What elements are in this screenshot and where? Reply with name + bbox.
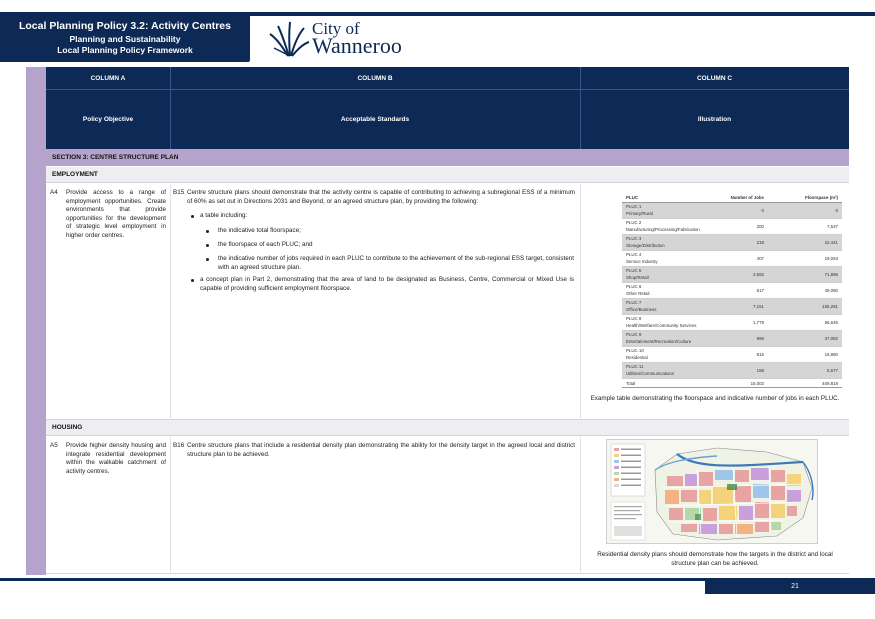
logo-city-text: City of — [312, 19, 360, 38]
sub-bullet-jobs: the indicative number of jobs required in each PLUC to contribute to the achievement of the sub-regional ESS target, consistent with an agreed structure plan. — [218, 255, 574, 271]
residential-density-map — [606, 439, 818, 544]
header-rule — [250, 12, 875, 16]
pluc-floorspace: 0 — [835, 208, 838, 213]
pluc-name: Service Industry — [626, 259, 658, 264]
standard-code-b16: B16 — [173, 442, 185, 449]
standard-b15-text: Centre structure plans should demonstrate that the activity centre is capable of contributing to achieving a subregional ESS of a minimum of 60% as set out in Directions 2031 and Beyond, or an agreed structure plan, by providing the following: — [187, 189, 575, 205]
policy-objective-header: Policy Objective — [82, 116, 134, 123]
acceptable-standards-header: Acceptable Standards — [340, 116, 410, 123]
pluc-row — [622, 267, 842, 283]
density-map-caption: Residential density plans should demonstrate how the targets in the district and local structure plan can be achieved. — [597, 551, 833, 567]
pluc-name: Other Retail — [626, 291, 650, 296]
column-divider — [580, 437, 581, 574]
pluc-floorspace: 22,441 — [824, 240, 838, 245]
column-divider — [170, 184, 171, 420]
objective-code-a5: A5 — [50, 442, 58, 449]
pluc-code: PLUC 10 — [626, 348, 644, 353]
pluc-jobs: 218 — [756, 240, 764, 245]
pluc-floorspace: 19,053 — [824, 256, 838, 261]
pluc-floorspace: 37,082 — [824, 336, 838, 341]
bullet-icon — [191, 215, 194, 218]
pluc-row — [622, 347, 842, 363]
pluc-jobs: 816 — [756, 352, 764, 357]
pluc-row — [622, 299, 842, 315]
column-divider — [170, 90, 171, 149]
document-subtitle: Planning and Sustainability — [69, 34, 181, 44]
pluc-row — [622, 283, 842, 299]
pluc-jobs: 0 — [761, 208, 764, 213]
table-header-descriptions — [46, 89, 849, 149]
total-jobs: 15,002 — [750, 381, 764, 386]
column-divider — [580, 184, 581, 420]
map-legend — [611, 444, 645, 496]
pluc-jobs: 617 — [756, 288, 764, 293]
pluc-code: PLUC 9 — [626, 332, 642, 337]
pluc-row — [622, 331, 842, 347]
bullet-icon — [206, 244, 209, 247]
column-divider — [580, 67, 581, 89]
pluc-code: PLUC 4 — [626, 252, 642, 257]
page-header — [0, 12, 875, 62]
pluc-row — [622, 219, 842, 235]
column-b-header: COLUMN B — [357, 74, 393, 82]
pluc-code: PLUC 6 — [626, 284, 642, 289]
density-map-image — [607, 440, 818, 544]
pluc-example-table — [622, 193, 842, 389]
section-heading: SECTION 3: CENTRE STRUCTURE PLAN — [46, 149, 849, 166]
pluc-floorspace: 155,281 — [822, 304, 838, 309]
pluc-row — [622, 251, 842, 267]
table-header-columns — [46, 67, 849, 89]
objective-code-a4: A4 — [50, 189, 58, 196]
employment-heading: EMPLOYMENT — [46, 167, 849, 183]
bullet-icon — [191, 279, 194, 282]
pluc-jobs: 407 — [756, 256, 764, 261]
total-label: Total — [626, 381, 636, 386]
pluc-name: Shop/Retail — [626, 275, 649, 280]
pluc-name: Entertainment/Recreation/Culture — [626, 339, 692, 344]
column-divider — [170, 437, 171, 574]
map-notes — [611, 502, 645, 540]
pluc-row — [622, 203, 842, 219]
pluc-floorspace: 56,645 — [824, 320, 838, 325]
bullet-icon — [206, 258, 209, 261]
pluc-jobs: 2,592 — [753, 272, 764, 277]
sub-bullet-pluc-floorspace: the floorspace of each PLUC; and — [218, 241, 313, 248]
logo-name-text: Wanneroo — [312, 33, 402, 58]
pluc-floorspace: 15,880 — [824, 352, 838, 357]
pluc-name: Manufacturing/Processing/Fabrication — [626, 227, 700, 232]
objective-a4-text: Provide access to a range of employment opportunities. Create environments that provide opportunities for the development of strategic level employment in higher order centres. — [66, 189, 166, 239]
housing-heading: HOUSING — [46, 420, 849, 436]
pluc-code: PLUC 3 — [626, 236, 642, 241]
pluc-name: Residential — [626, 355, 648, 360]
pluc-row — [622, 315, 842, 331]
pluc-jobs: 996 — [756, 336, 764, 341]
pluc-code: PLUC 2 — [626, 220, 642, 225]
illustration-header: Illustration — [697, 116, 732, 123]
pluc-jobs: 1,779 — [753, 320, 764, 325]
pluc-code: PLUC 5 — [626, 268, 642, 273]
pluc-floorspace: 5,677 — [827, 368, 838, 373]
pluc-code: PLUC 7 — [626, 300, 642, 305]
pluc-floorspace: 49,080 — [824, 288, 838, 293]
pluc-name: Utilities/Communications — [626, 371, 675, 376]
footer-rule — [0, 578, 705, 594]
pluc-table-caption: Example table demonstrating the floorspace and indicative number of jobs in each PLUC. — [590, 395, 840, 402]
pluc-floorspace: 7,537 — [827, 224, 838, 229]
pluc-floorspace: 71,896 — [824, 272, 838, 277]
document-title: Local Planning Policy 3.2: Activity Centres — [18, 20, 231, 32]
bullet-icon — [206, 230, 209, 233]
standard-code-b15: B15 — [173, 189, 185, 196]
page-number: 21 — [705, 578, 875, 594]
pluc-row — [622, 235, 842, 251]
pluc-name: Primary/Rural — [626, 211, 653, 216]
bullet-table: a table including: — [200, 212, 248, 219]
column-divider — [170, 67, 171, 89]
document-framework: Local Planning Policy Framework — [57, 45, 193, 55]
pluc-header-label: PLUC — [626, 195, 638, 200]
pluc-jobs: 200 — [756, 224, 764, 229]
pluc-total-row — [622, 379, 842, 388]
pluc-code: PLUC 8 — [626, 316, 642, 321]
pluc-row — [622, 363, 842, 379]
bullet-concept-plan: a concept plan in Part 2, demonstrating that the area of land to be designated as Business, Centre, Commercial or Mixed Use is capable of providing sufficient employment floorspace. — [200, 276, 574, 292]
column-a-header: COLUMN A — [90, 74, 126, 82]
sub-bullet-total-floorspace: the indicative total floorspace; — [218, 227, 301, 234]
city-logo — [268, 18, 438, 58]
pluc-name: Health/Welfare/Community Services — [626, 323, 697, 328]
objective-a5-text: Provide higher density housing and integrate residential development within the walkable catchment of activity centres. — [66, 442, 166, 475]
left-margin-bar — [26, 67, 46, 575]
pluc-code: PLUC 11 — [626, 364, 644, 369]
pluc-name: Office/Business — [626, 307, 657, 312]
pluc-name: Storage/Distribution — [626, 243, 665, 248]
logo-grass-icon — [268, 18, 310, 58]
pluc-jobs: 158 — [756, 368, 764, 373]
column-divider — [580, 90, 581, 149]
column-c-header: COLUMN C — [696, 74, 733, 82]
jobs-header-label: Number of Jobs — [730, 195, 764, 200]
pluc-table-header — [622, 193, 842, 203]
pluc-code: PLUC 1 — [626, 204, 642, 209]
pluc-jobs: 7,151 — [753, 304, 764, 309]
total-floorspace: 409,818 — [822, 381, 838, 386]
standard-b16-text: Centre structure plans that include a residential density plan demonstrating the ability for the density target in the agreed local and district structure plan to be achieved. — [187, 442, 575, 458]
floorspace-header-label: Floorspace (m²) — [805, 195, 838, 200]
